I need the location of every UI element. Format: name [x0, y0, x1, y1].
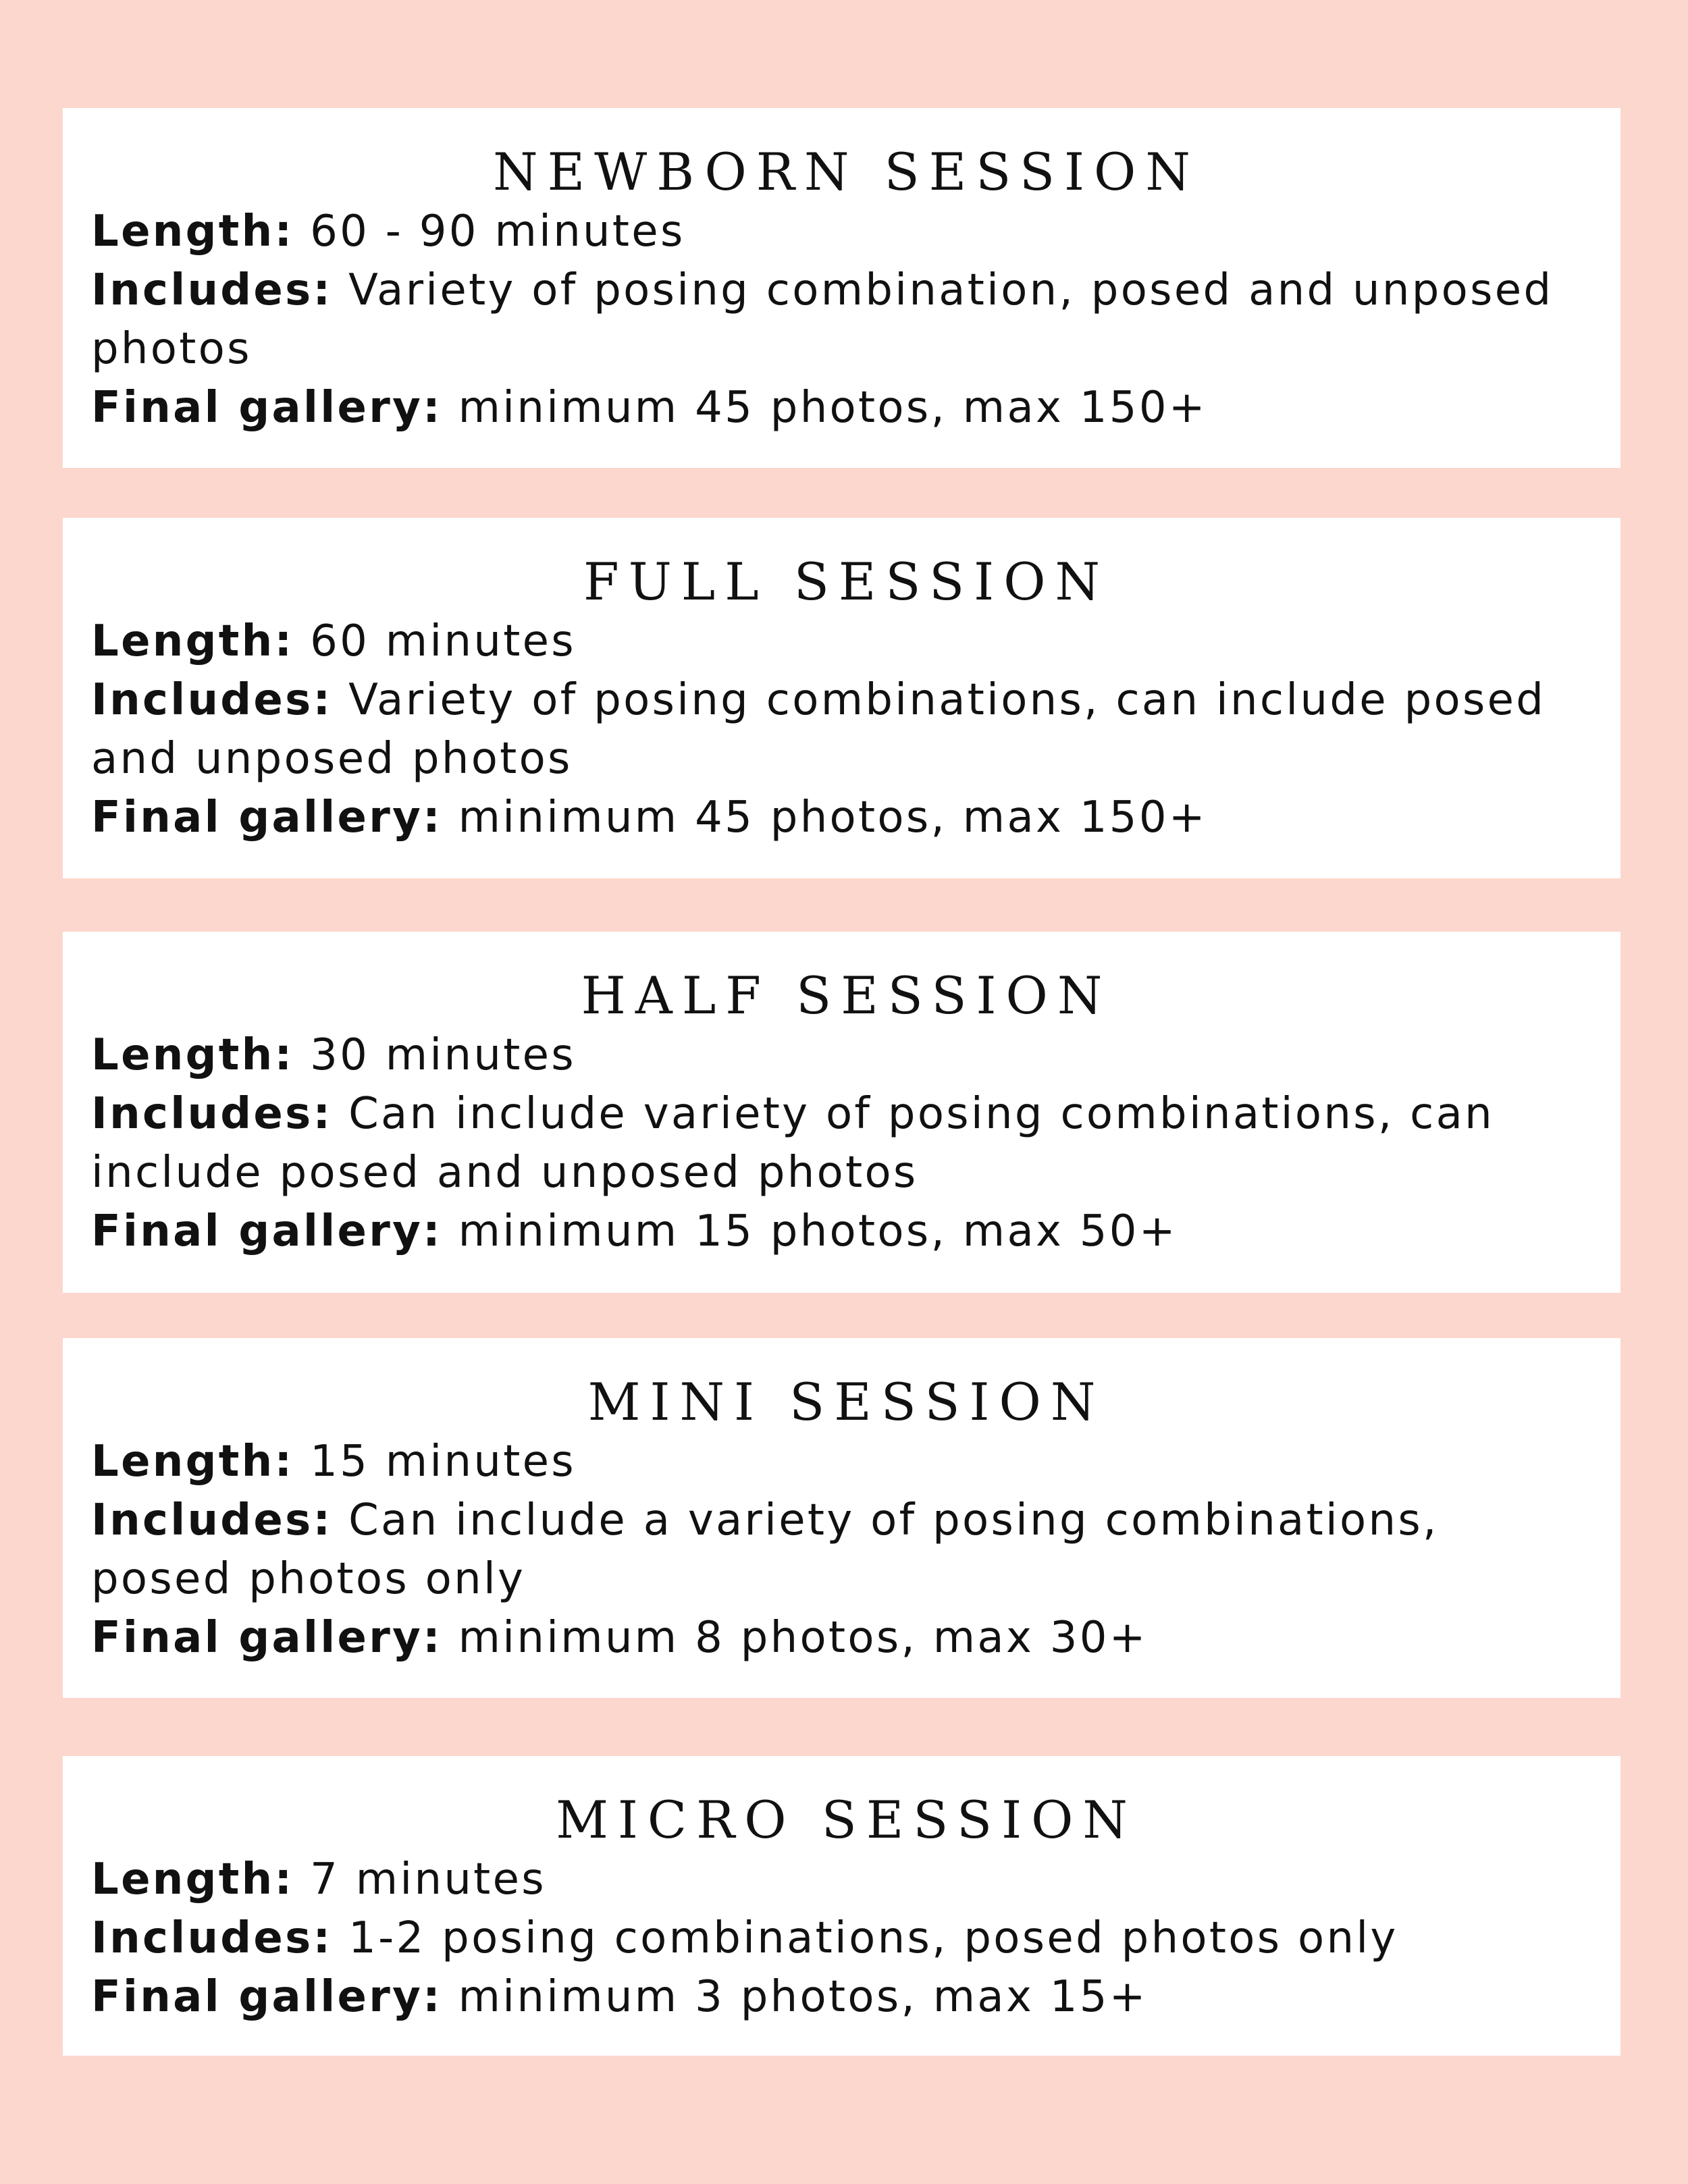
includes-label: Includes: [91, 1495, 333, 1545]
session-title: MICRO SESSION [556, 1790, 1137, 1850]
includes-line [91, 261, 1592, 379]
gallery-label: Final gallery: [91, 793, 442, 843]
length-label: Length: [91, 616, 294, 666]
gallery-value: minimum 45 photos, max 150+ [442, 383, 1207, 433]
includes-line [91, 1909, 1592, 1968]
length-line [91, 612, 1592, 671]
gallery-label: Final gallery: [91, 1206, 442, 1256]
length-label: Length: [91, 1030, 294, 1080]
includes-value: Can include a variety of posing combinations, posed photos only [91, 1495, 1439, 1604]
session-title: NEWBORN SESSION [493, 142, 1200, 202]
includes-value: Can include variety of posing combinations, can include posed and unposed photos [91, 1089, 1495, 1198]
gallery-label: Final gallery: [91, 1613, 442, 1663]
includes-value: 1-2 posing combinations, posed photos only [332, 1913, 1398, 1963]
includes-line [91, 671, 1592, 789]
length-line [91, 1026, 1592, 1085]
length-line [91, 1850, 1592, 1909]
mini-session-card [63, 1338, 1620, 1698]
includes-line [91, 1085, 1592, 1202]
length-value: 15 minutes [294, 1437, 576, 1487]
includes-value: Variety of posing combination, posed and unposed photos [91, 265, 1554, 374]
length-value: 60 - 90 minutes [294, 207, 685, 257]
gallery-value: minimum 3 photos, max 15+ [442, 1972, 1148, 2022]
includes-label: Includes: [91, 675, 333, 725]
length-label: Length: [91, 1855, 294, 1905]
full-session-card [63, 518, 1620, 878]
gallery-label: Final gallery: [91, 383, 442, 433]
length-line [91, 203, 1592, 261]
includes-line [91, 1491, 1592, 1609]
gallery-line [91, 789, 1592, 847]
session-title: FULL SESSION [583, 552, 1110, 612]
gallery-line [91, 379, 1592, 437]
gallery-value: minimum 8 photos, max 30+ [442, 1613, 1148, 1663]
length-value: 7 minutes [294, 1855, 546, 1905]
length-line [91, 1433, 1592, 1491]
gallery-value: minimum 45 photos, max 150+ [442, 793, 1207, 843]
gallery-line [91, 1202, 1592, 1261]
includes-label: Includes: [91, 1089, 333, 1139]
gallery-line [91, 1968, 1592, 2027]
micro-session-card [63, 1756, 1620, 2056]
length-value: 60 minutes [294, 616, 576, 666]
gallery-line [91, 1609, 1592, 1668]
newborn-session-card [63, 108, 1620, 468]
half-session-card [63, 932, 1620, 1293]
session-title: MINI SESSION [587, 1372, 1105, 1432]
session-title: HALF SESSION [581, 965, 1112, 1026]
includes-label: Includes: [91, 265, 333, 315]
gallery-value: minimum 15 photos, max 50+ [442, 1206, 1178, 1256]
length-label: Length: [91, 207, 294, 257]
length-value: 30 minutes [294, 1030, 576, 1080]
includes-label: Includes: [91, 1913, 333, 1963]
length-label: Length: [91, 1437, 294, 1487]
gallery-label: Final gallery: [91, 1972, 442, 2022]
includes-value: Variety of posing combinations, can include posed and unposed photos [91, 675, 1546, 784]
